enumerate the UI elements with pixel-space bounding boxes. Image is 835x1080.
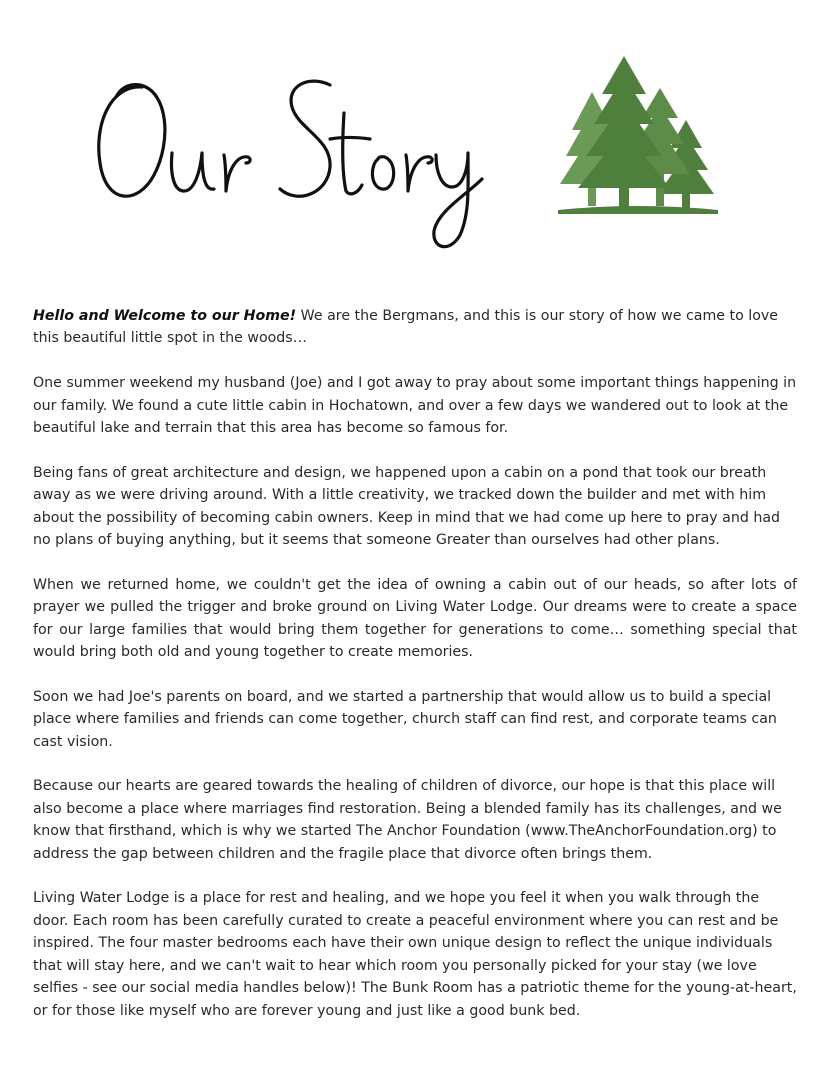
intro-text: We are the Bergmans, and this is our story of how we came to love this beautiful little spot in the woods…: [33, 308, 779, 347]
page-title: [80, 55, 500, 255]
intro-lead: Hello and Welcome to our Home!: [33, 308, 297, 324]
page-header: [0, 0, 835, 280]
pine-trees-icon: [552, 52, 724, 218]
story-paragraph: Soon we had Joe's parents on board, and we started a partnership that would allow us to build a special place where families and friends can come together, church staff can find rest, and corporate teams can cast vision.: [33, 688, 777, 750]
story-paragraph: When we returned home, we couldn't get the idea of owning a cabin out of our heads, so after lots of prayer we pulled the trigger and broke ground on Living Water Lodge. Our dreams were to create a space for our large families that would bring them together for generations to come… something special that would bring both old and young together to create memories.: [33, 576, 797, 661]
intro-paragraph: [33, 305, 797, 350]
story-paragraph: Because our hearts are geared towards the healing of children of divorce, our hope is that this place will also become a place where marriages find restoration. Being a blended family has its challenges, and we know that firsthand, which is why we started The Anchor Foundation (www.TheAnchorFoundation.org) to address the gap between children and the fragile place that divorce often brings them.: [33, 778, 782, 862]
story-body: [33, 305, 797, 1044]
story-paragraph: Living Water Lodge is a place for rest and healing, and we hope you feel it when you walk through the door. Each room has been carefully curated to create a peaceful environment where you can rest and be inspired. The four master bedrooms each have their own unique design to reflect the unique individuals that will stay here, and we can't wait to hear which room you personally picked for your stay (we love selfies - see our social media handles below)! The Bunk Room has a patriotic theme for the young-at-heart, or for those like myself who are forever young and just like a good bunk bed.: [33, 890, 797, 1019]
story-paragraph: Being fans of great architecture and design, we happened upon a cabin on a pond that took our breath away as we were driving around. With a little creativity, we tracked down the builder and met with him about the possibility of becoming cabin owners. Keep in mind that we had come up here to pray and had no plans of buying anything, but it seems that someone Greater than ourselves had other plans.: [33, 464, 781, 549]
story-paragraph: One summer weekend my husband (Joe) and I got away to pray about some important things happening in our family. We found a cute little cabin in Hochatown, and over a few days we wandered out to look at the beautiful lake and terrain that this area has become so famous for.: [33, 375, 797, 437]
